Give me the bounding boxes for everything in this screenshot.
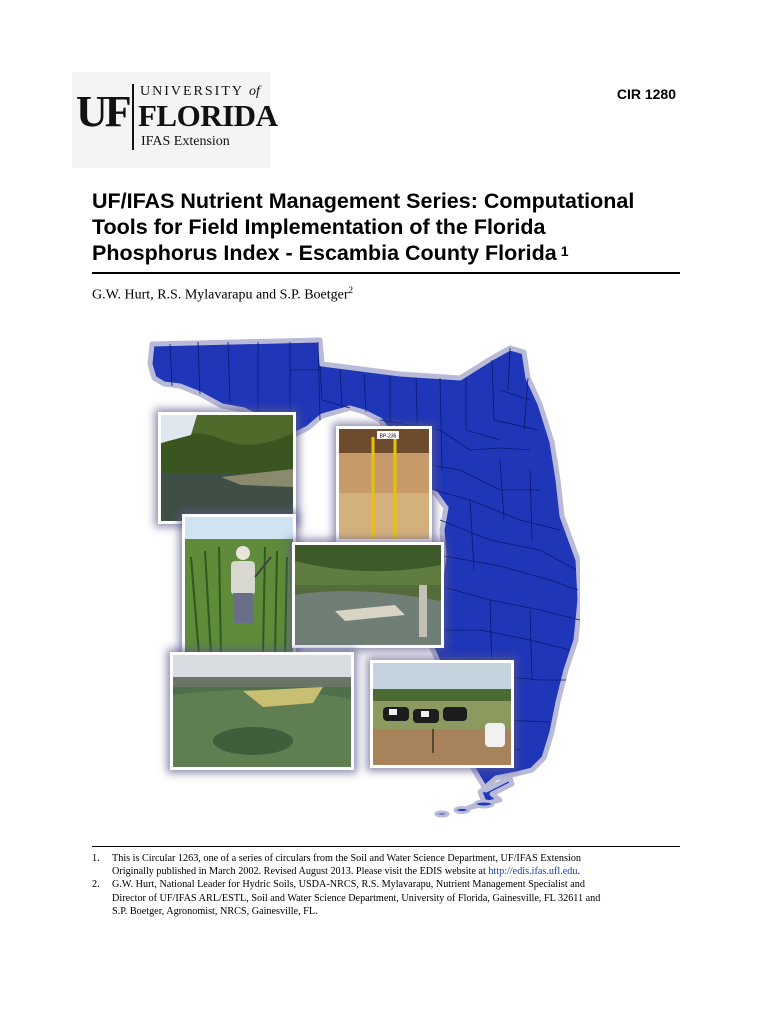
photo-algae-lake xyxy=(170,652,354,770)
footnote-1 xyxy=(92,852,682,878)
photo-river-bank xyxy=(158,412,296,524)
algae-lake-image xyxy=(173,655,351,767)
author-line: G.W. Hurt, R.S. Mylavarapu and S.P. Boetger$^2$ xyxy=(92,285,354,303)
photo-cattle-pasture xyxy=(370,660,514,768)
title-line-1: UF/IFAS Nutrient Management Series: Computational xyxy=(92,189,635,213)
footnote-text: G.W. Hurt, National Leader for Hydric Soils, USDA-NRCS, R.S. Mylavarapu, Nutrient Management Specialist and xyxy=(112,879,585,891)
uf-ifas-logo xyxy=(72,72,278,168)
logo-florida: FLORIDA xyxy=(138,98,278,133)
author-footnote-mark: 2 xyxy=(348,285,354,295)
footnote-text: S.P. Boetger, Agronomist, NRCS, Gainesville, FL. xyxy=(112,905,318,917)
cattle-pasture-image xyxy=(373,663,511,765)
footnote-number: 1. xyxy=(92,853,100,864)
photo-swamp-stream xyxy=(292,542,444,648)
river-bank-image xyxy=(161,415,293,521)
swamp-stream-image xyxy=(295,545,441,645)
footnote-text: Director of UF/IFAS ARL/ESTL, Soil and Water Science Department, University of Florida, Gainesville, FL 32611 and xyxy=(112,892,601,904)
title-divider xyxy=(92,272,680,274)
title-footnote-mark: 1 xyxy=(560,243,569,259)
footnote-divider xyxy=(92,846,680,847)
logo-university: UNIVERSITY of xyxy=(140,84,260,99)
document-title xyxy=(92,188,692,268)
footnote-text: Originally published in March 2002. Revised August 2013. Please visit the EDIS website at http://edis.ifas.ufl.edu. xyxy=(112,866,581,878)
footnote-text: This is Circular 1263, one of a series of circulars from the Soil and Water Science Department, UF/IFAS Extension xyxy=(112,853,582,864)
farmer-field-image xyxy=(185,517,293,655)
soil-sign-label: BP-236 xyxy=(379,433,397,440)
uf-mark: UF xyxy=(76,87,129,136)
footnotes xyxy=(92,852,682,918)
title-line-3: Phosphorus Index - Escambia County Florida $^1$ xyxy=(92,241,569,265)
footnote-2 xyxy=(92,878,682,918)
cover-figure xyxy=(140,330,580,830)
title-line-2: Tools for Field Implementation of the Florida xyxy=(92,215,546,239)
logo-divider xyxy=(132,84,134,150)
soil-profile-image xyxy=(339,429,429,539)
florida-keys xyxy=(436,801,493,816)
circular-number: CIR 1280 xyxy=(616,86,676,102)
logo-extension: IFAS Extension xyxy=(141,134,230,149)
photo-farmer-field xyxy=(182,514,296,658)
edis-link[interactable]: http://edis.ifas.ufl.edu xyxy=(488,866,578,878)
footnote-number: 2. xyxy=(92,879,100,891)
photo-soil-profile xyxy=(336,426,432,542)
